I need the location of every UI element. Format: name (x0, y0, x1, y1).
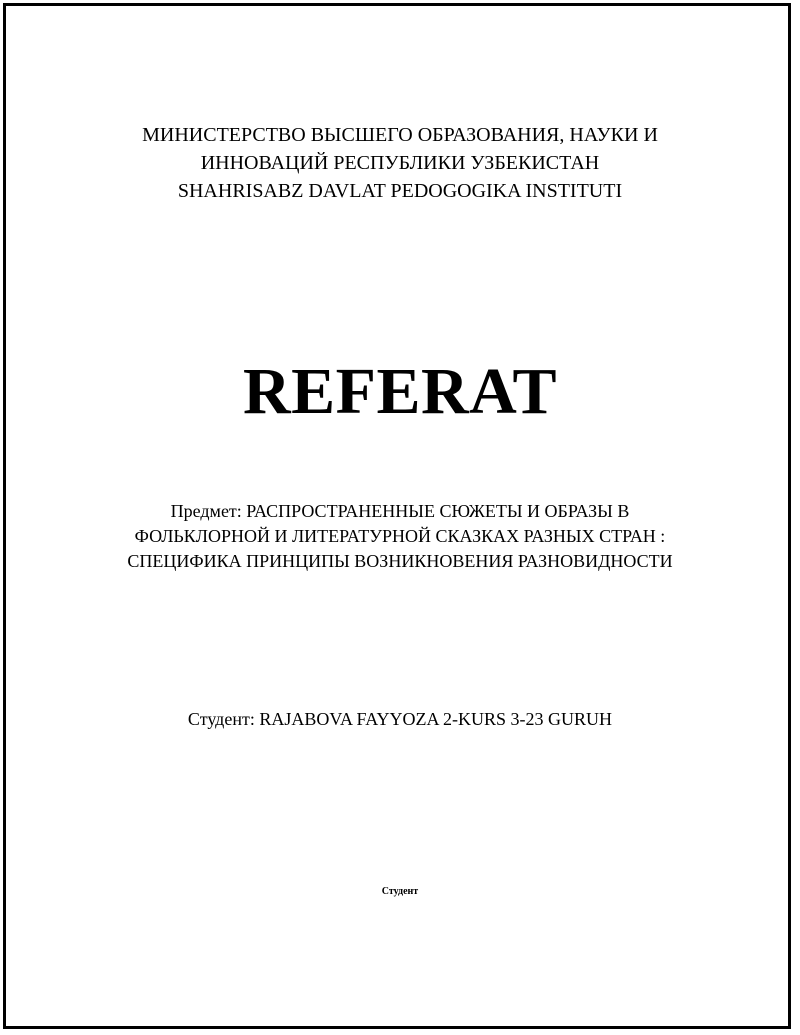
subject-line-1: Предмет: РАСПРОСТРАНЕННЫЕ СЮЖЕТЫ И ОБРАЗЫ В (170, 501, 630, 521)
institution-header (0, 121, 800, 205)
student-info: Студент: RAJABOVA FAYYOZA 2-KURS 3-23 GURUH (187, 709, 613, 729)
ministry-line-1: МИНИСТЕРСТВО ВЫСШЕГО ОБРАЗОВАНИЯ, НАУКИ И (142, 124, 658, 146)
document-title: REFERAT (243, 355, 557, 428)
footer-label: Студент (381, 886, 419, 897)
subject-line-3: СПЕЦИФИКА ПРИНЦИПЫ ВОЗНИКНОВЕНИЯ РАЗНОВИДНОСТИ (127, 551, 673, 571)
subject-line-2: ФОЛЬКЛОРНОЙ И ЛИТЕРАТУРНОЙ СКАЗКАХ РАЗНЫХ СТРАН : (134, 526, 666, 546)
ministry-line-2: ИННОВАЦИЙ РЕСПУБЛИКИ УЗБЕКИСТАН (200, 152, 600, 174)
subject-block (0, 499, 800, 574)
institute-name: SHAHRISABZ DAVLAT PEDOGOGIKA INSTITUTI (177, 180, 623, 202)
